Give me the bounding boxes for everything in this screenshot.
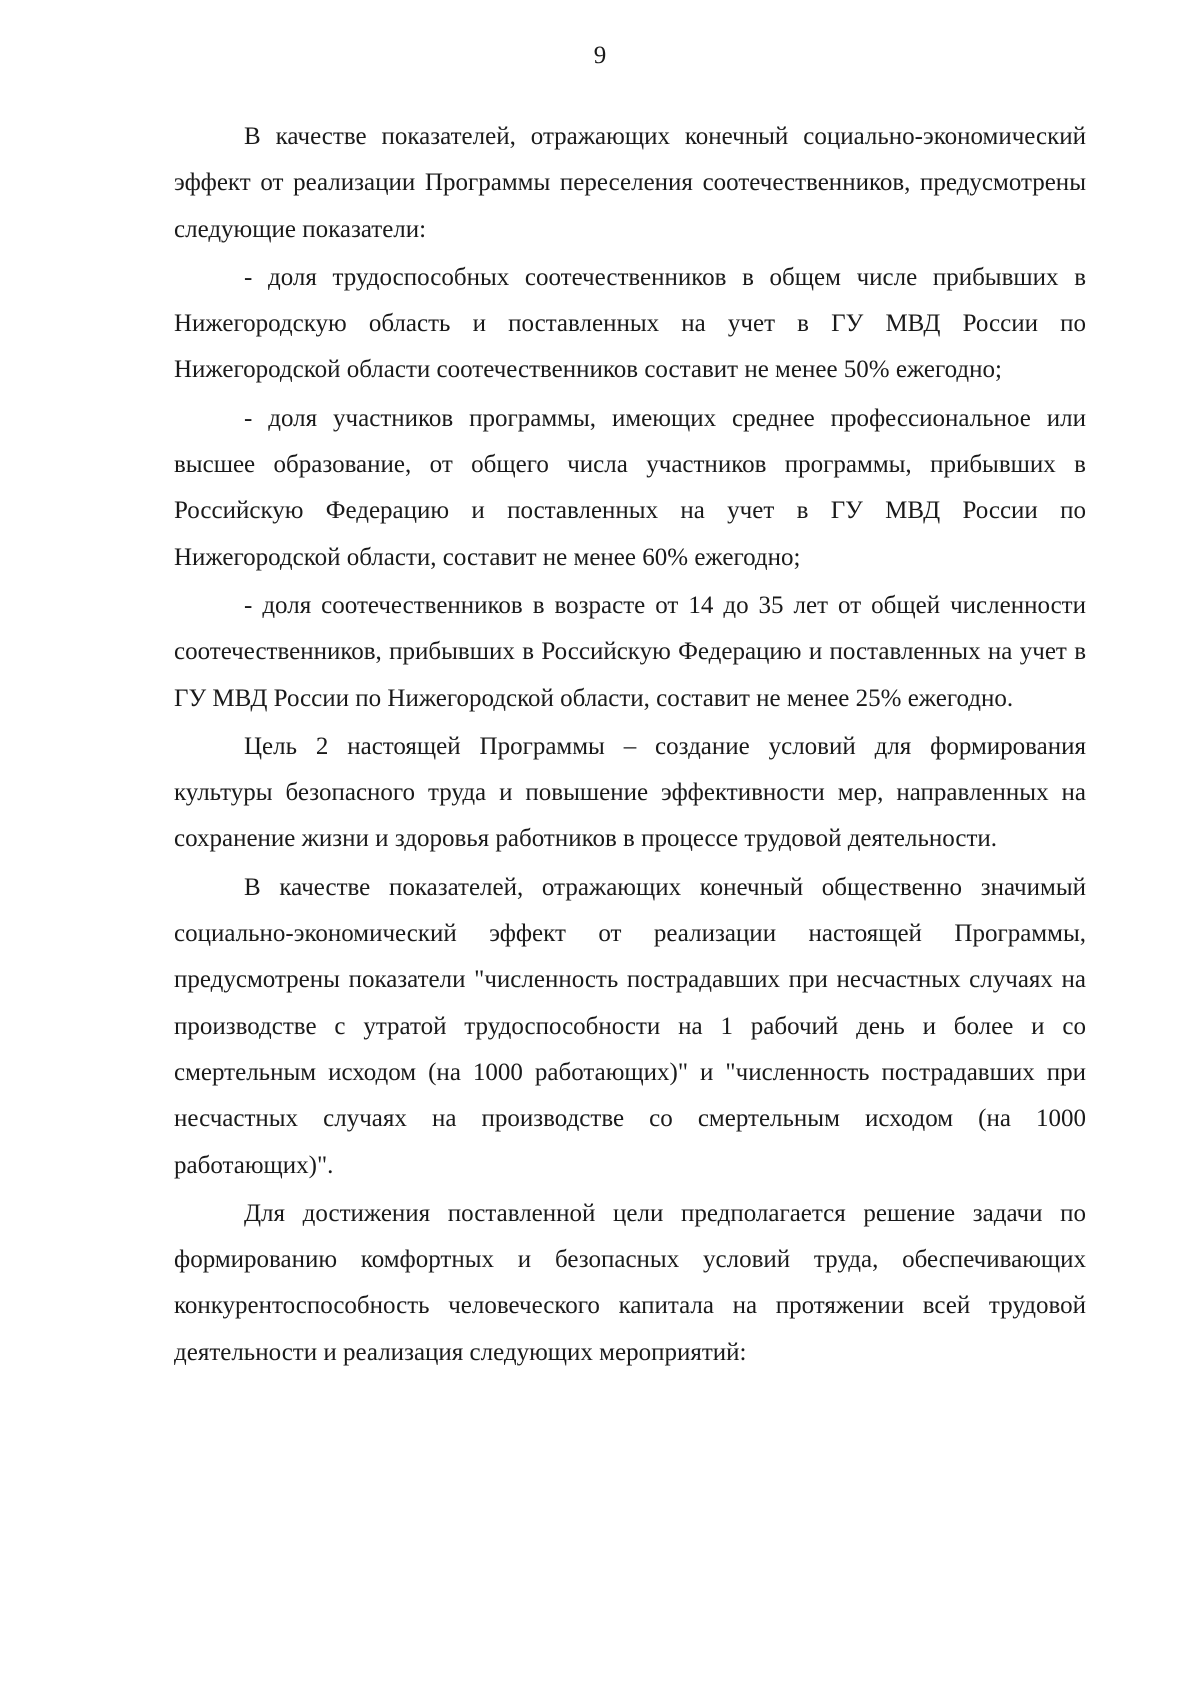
paragraph-goal-2-tasks: Для достижения поставленной цели предполагается решение задачи по формированию комфортных и безопасных условий труда, обеспечивающих конкурентоспособность человеческого капитала на протяжении всей трудовой деятельности и реализация следующих мероприятий: (174, 1199, 1086, 1366)
paragraph-indicator-age: - доля соотечественников в возрасте от 14 до 35 лет от общей численности соотечественников, прибывших в Российскую Федерацию и поставленных на учет в ГУ МВД России по Нижегородской области, составит не менее 25% ежегодно. (174, 591, 1086, 712)
paragraph-goal-2: Цель 2 настоящей Программы – создание условий для формирования культуры безопасного труда и повышение эффективности мер, направленных на сохранение жизни и здоровья работников в процессе трудовой деятельности. (174, 732, 1086, 853)
paragraph-indicator-education: - доля участников программы, имеющих среднее профессиональное или высшее образование, от общего числа участников программы, прибывших в Российскую Федерацию и поставленных на учет в ГУ МВД России по Нижегородской области, составит не менее 60% ежегодно; (174, 404, 1086, 571)
paragraph-indicators-intro: В качестве показателей, отражающих конечный социально-экономический эффект от реализации Программы переселения соотечественников, предусмотрены следующие показатели: (174, 123, 1086, 243)
paragraph-indicator-able-bodied: - доля трудоспособных соотечественников в общем числе прибывших в Нижегородскую область и поставленных на учет в ГУ МВД России по Нижегородской области соотечественников составит не менее 50% ежегодно; (174, 263, 1086, 384)
page-number: 9 (593, 42, 607, 69)
paragraph-goal-2-indicators: В качестве показателей, отражающих конечный общественно значимый социально-экономический эффект от реализации настоящей Программы, предусмотрены показатели "численность пострадавших при несчастных случаях на производстве с утратой трудоспособности на 1 рабочий день и более и со смертельным исходом (на 1000 работающих)" и "численность пострадавших при несчастных случаях на производстве со смертельным исходом (на 1000 работающих)". (174, 873, 1086, 1179)
document-body (174, 114, 1086, 1376)
